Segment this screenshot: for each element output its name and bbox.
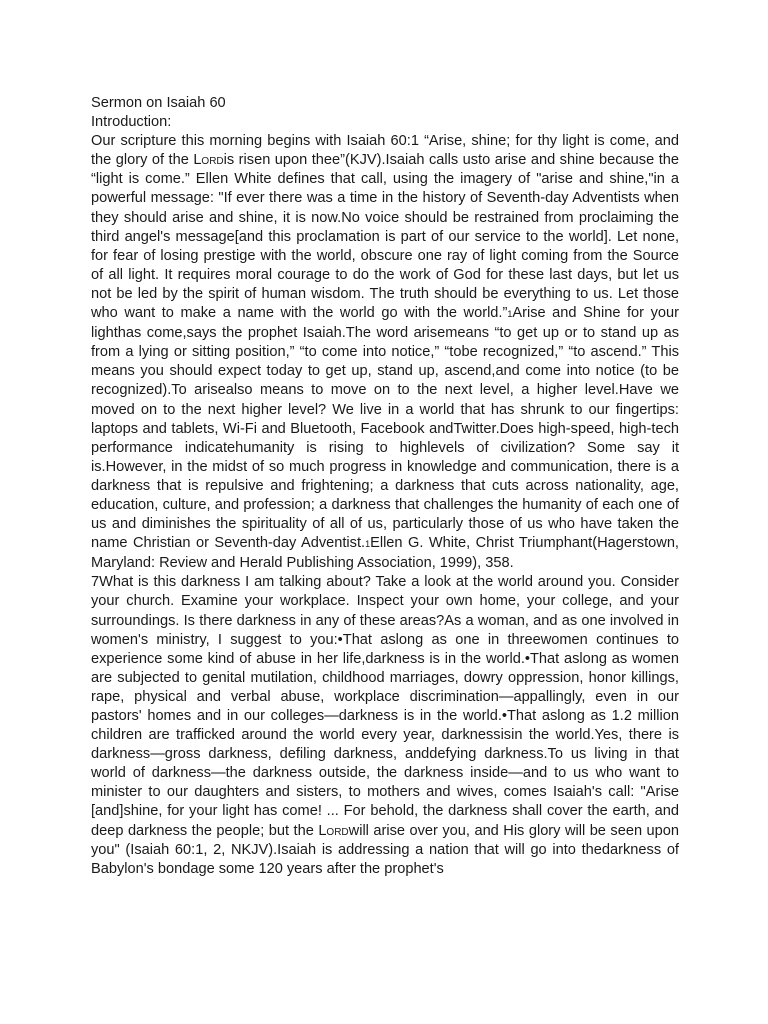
footnote-text: Ellen G. White, Christ Triumphant(Hagerstown, Maryland: Review and Herald Publishing Association, 1999), 358. xyxy=(91,535,679,572)
document-title: Sermon on Isaiah 60 xyxy=(91,95,226,111)
section-heading-introduction: Introduction: xyxy=(91,114,172,131)
footnote-marker: 1 xyxy=(365,539,371,550)
paragraph-introduction xyxy=(91,132,679,573)
text-run: will arise over you, and His glory will be seen upon you" (Isaiah 60:1, 2, NKJV).Isaiah is addressing a nation that will go into thedarkness of Babylon's bondage some 120 years after the prophet's xyxy=(91,822,680,877)
small-caps-lord: Lord xyxy=(193,152,224,169)
text-run: Our scripture this morning begins with Isaiah 60:1 “Arise, shine; for thy light is come, and the glory of the xyxy=(91,133,679,169)
small-caps-lord: Lord xyxy=(318,822,349,839)
document-body xyxy=(91,94,679,879)
text-run: is risen upon thee”(KJV).Isaiah calls usto arise and shine because the “light is come.” Ellen White defines that call, using the imagery of "arise and shine,"in a powerful message: "If ever there was a time in the history of Seventh-day Adventists when they should arise and shine, it is now.No voice should be restrained from proclaiming the third angel's message[and this proclamation is part of our service to the world]. Let none, for fear of losing prestige with the world, obscure one ray of light coming from the Source of all light. It requires moral courage to do the work of God for these last days, but let us not be led by the spirit of human wisdom. The truth should be everything to us. Let those who want to make a name with the world go with the world.” xyxy=(91,152,679,322)
paragraph-darkness xyxy=(91,573,679,879)
text-run: Arise and Shine for your lighthas come,says the prophet Isaiah.The word arisemeans “to get up or to stand up as from a lying or sitting position,” “to come into notice,” “tobe recognized,” “to ascend.” This means you should expect today to get up, stand up, ascend,and come into notice (to be recognized).To arisealso means to move on to the next level, a higher level.Have we moved on to the next higher level? We live in a world that has shrunk to our fingertips: laptops and tablets, Wi-Fi and Bluetooth, Facebook andTwitter.Does high-speed, high-tech performance indicatehumanity is rising to highlevels of civilization? Some say it is.However, in the midst of so much progress in knowledge and communication, there is a darkness that is repulsive and frightening; a darkness that cuts across nationality, age, education, culture, and profession; a darkness that challenges the humanity of each one of us and diminishes the spirituality of all of us, particularly those of us who have taken the name Christian or Seventh-day Adventist. xyxy=(91,305,679,552)
text-run: 7What is this darkness I am talking about? Take a look at the world around you. Consider your church. Examine your workplace. Inspect your own home, your college, and your surroundings. Is there darkness in any of these areas?As a woman, and as one involved in women's ministry, I suggest to you:•That aslong as one in threewomen continues to experience some kind of abuse in her life,darkness is in the world.•That aslong as women are subjected to genital mutilation, childhood marriages, dowry oppression, honor killings, rape, physical and verbal abuse, workplace discrimination—appallingly, even in our pastors' homes and in our colleges—darkness is in the world.•That aslong as 1.2 million children are trafficked around the world every year, darknessisin the world.Yes, there is darkness—gross darkness, defiling darkness, anddefying darkness.To us living in that world of darkness—the darkness outside, the darkness inside—and to us who want to minister to our daughters and sisters, to mothers and wives, comes Isaiah's call: "Arise [and]shine, for your light has come! ... For behold, the darkness shall cover the earth, and deep darkness the people; but the xyxy=(91,574,679,839)
footnote-marker: 1 xyxy=(507,309,513,320)
